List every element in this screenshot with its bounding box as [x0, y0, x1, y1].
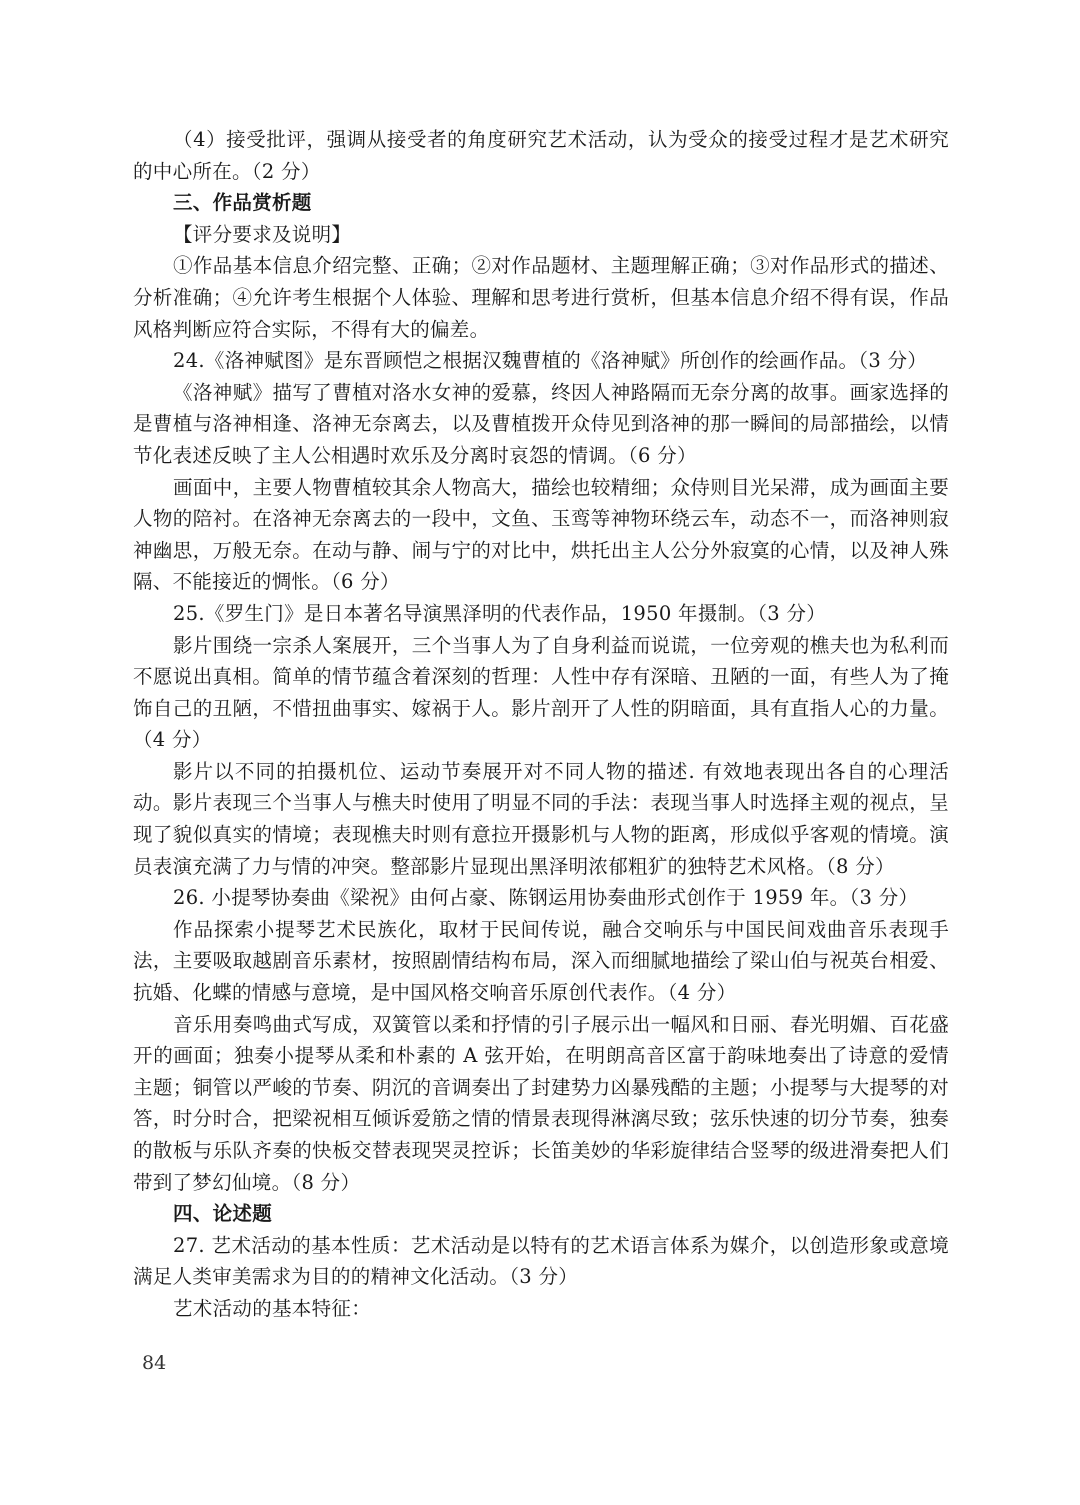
q26-intro: 26. 小提琴协奏曲《梁祝》由何占豪、陈钢运用协奏曲形式创作于 1959 年。（3 分） [173, 886, 919, 910]
q26-form: 音乐用奏鸣曲式写成，双簧管以柔和抒情的引子展示出一幅风和日丽、春光明媚、百花盛开的画面；独奏小提琴从柔和朴素的 A 弦开始，在明朗高音区富于韵味地奏出了诗意的爱情主题；铜管以严峻的节奏、阴沉的音调奏出了封建势力凶暴残酷的主题；小提琴与大提琴的对答，时分时合，把梁祝相互倾诉爱筋之情的情景表现得淋漓尽致；弦乐快速的切分节奏，独奏的散板与乐队齐奏的快板交替表现哭灵控诉；长笛美妙的华彩旋律结合竖琴的级进滑奏把人们带到了梦幻仙境。（8 分） [133, 1012, 949, 1194]
document-body [133, 124, 949, 1325]
paragraph-reception-criticism: （4）接受批评，强调从接受者的角度研究艺术活动，认为受众的接受过程才是艺术研究的中心所在。（2 分） [133, 128, 949, 183]
page-number: 84 [142, 1352, 167, 1374]
q27-nature: 27. 艺术活动的基本性质：艺术活动是以特有的艺术语言体系为媒介，以创造形象或意境满足人类审美需求为目的的精神文化活动。（3 分） [133, 1233, 949, 1289]
q27-features: 艺术活动的基本特征： [173, 1296, 372, 1320]
q25-content: 影片围绕一宗杀人案展开，三个当事人为了自身利益而说谎，一位旁观的樵夫也为私利而不愿说出真相。简单的情节蕴含着深刻的哲理：人性中存有深暗、丑陋的一面，有些人为了掩饰自己的丑陋，不惜扭曲事实、嫁祸于人。影片剖开了人性的阴暗面，具有直指人心的力量。（4 分） [133, 633, 949, 752]
section-heading-appreciation: 三、作品赏析题 [173, 191, 312, 215]
q24-form: 画面中，主要人物曹植较其余人物高大，描绘也较精细；众侍则目光呆滞，成为画面主要人物的陪衬。在洛神无奈离去的一段中，文鱼、玉鸾等神物环绕云车，动态不一，而洛神则寂神幽思，万般无奈。在动与静、闹与宁的对比中，烘托出主人公分外寂寞的心情，以及神人殊隔、不能接近的惆怅。（6 分） [133, 475, 949, 594]
section-heading-essay: 四、论述题 [173, 1202, 273, 1226]
q25-intro: 25.《罗生门》是日本著名导演黑泽明的代表作品，1950 年摄制。（3 分） [173, 601, 827, 625]
q24-intro: 24.《洛神赋图》是东晋顾恺之根据汉魏曹植的《洛神赋》所创作的绘画作品。（3 分） [173, 349, 928, 373]
q24-content: 《洛神赋》描写了曹植对洛水女神的爱慕，终因人神路隔而无奈分离的故事。画家选择的是曹植与洛神相逢、洛神无奈离去，以及曹植拨开众侍见到洛神的那一瞬间的局部描绘，以情节化表述反映了主人公相遇时欢乐及分离时哀怨的情调。（6 分） [133, 380, 949, 467]
q26-content: 作品探索小提琴艺术民族化，取材于民间传说，融合交响乐与中国民间戏曲音乐表现手法，主要吸取越剧音乐素材，按照剧情结构布局，深入而细腻地描绘了梁山伯与祝英台相爱、抗婚、化蝶的情感与意境，是中国风格交响音乐原创代表作。（4 分） [133, 917, 949, 1005]
scoring-description: ①作品基本信息介绍完整、正确；②对作品题材、主题理解正确；③对作品形式的描述、分析准确；④允许考生根据个人体验、理解和思考进行赏析，但基本信息介绍不得有误，作品风格判断应符合实际，不得有大的偏差。 [133, 254, 949, 341]
scoring-heading: 【评分要求及说明】 [173, 222, 352, 246]
q25-form: 影片以不同的拍摄机位、运动节奏展开对不同人物的描述. 有效地表现出各自的心理活动。影片表现三个当事人与樵夫时使用了明显不同的手法：表现当事人时选择主观的视点，呈现了貌似真实的情境；表现樵夫时则有意拉开摄影机与人物的距离，形成似乎客观的情境。演员表演充满了力与情的冲突。整部影片显现出黑泽明浓郁粗犷的独特艺术风格。（8 分） [133, 759, 949, 878]
